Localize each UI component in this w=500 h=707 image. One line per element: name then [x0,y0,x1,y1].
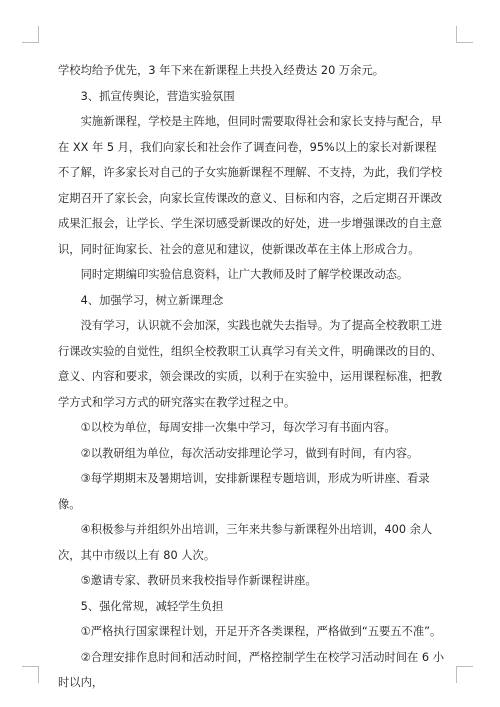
document-body [58,58,444,696]
list-item: ①严格执行国家课程计划，开足开齐各类课程，严格做到“五要五不准”。 [80,625,442,638]
paragraph: 同时定期编印实验信息资料，让广大教师及时了解学校课改动态。 [80,268,409,281]
paragraph: 实施新课程，学校是主阵地，但同时需要取得社会和家长支持与配合，早在 XX 年 5 月，我们向家长和社会作了调查问卷，95%以上的家长对新课程不了解，许多家长对自己的子女实施新课程不理解、不支持，为此，我们学校定期召开了家长会，向家长宣传课改的意义、目标和内容，之后定期召开课改成果汇报会，让学长、学生深切感受新课改的好处，进一步增强课改的自主意识，同时征询家长、社会的意见和建议，使新课改革在主体上形成合力。 [58,115,443,256]
list-item: ②以教研组为单位，每次活动安排理论学习，做到有时间，有内容。 [80,446,419,460]
crop-mark-bottom-left [22,666,39,683]
list-item: ⑤邀请专家、教研员来我校指导作新课程讲座。 [80,574,317,587]
section-heading: 5、强化常规，减轻学生负担 [80,599,224,613]
paragraph: 没有学习，认识就不会加深，实践也就失去指导。为了提高全校教职工进行课改实验的自觉性，组织全校教职工认真学习有关文件，明确课改的目的、意义、内容和要求，领会课改的实质，以利于在实验中，运用课程标准，把教学方式和学习方式的研究落实在教学过程之中。 [58,319,443,409]
list-item: ②合理安排作息时间和活动时间，严格控制学生在校学习活动时间在 6 小时以内， [58,650,445,689]
crop-mark-bottom-right [456,666,473,683]
section-heading: 3、抓宣传舆论，营造实验氛围 [80,89,235,103]
paragraph: 学校均给予优先，3 年下来在新课程上共投入经费达 20 万余元。 [58,64,385,77]
list-item: ④积极参与并组织外出培训，三年来共参与新课程外出培训，400 余人次，其中市级以上有 80 人次。 [58,523,433,562]
section-heading: 4、加强学习，树立新课理念 [80,293,224,307]
crop-mark-top-left [22,26,39,43]
list-item: ①以校为单位，每周安排一次集中学习，每次学习有书面内容。 [80,421,396,434]
list-item: ③每学期期末及暑期培训，安排新课程专题培训，形成为听讲座、看录像。 [58,472,430,511]
crop-mark-top-right [456,26,473,43]
